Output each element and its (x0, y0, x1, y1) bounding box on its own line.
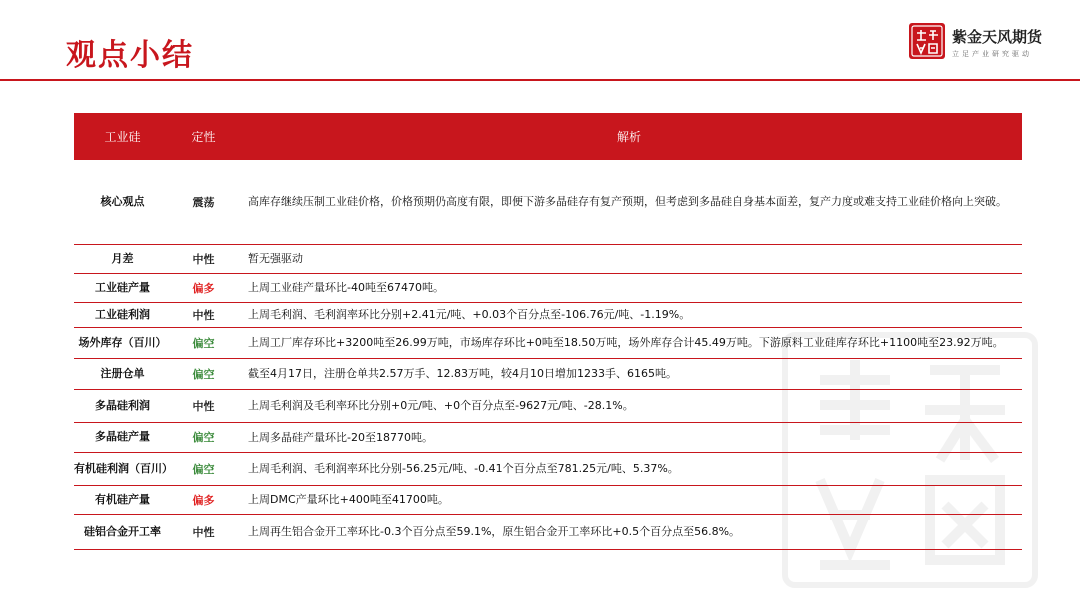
row-stance: 中性 (171, 244, 236, 273)
table-row (74, 273, 1022, 302)
row-item: 多晶硅利润 (74, 389, 171, 422)
row-item: 注册仓单 (74, 358, 171, 389)
row-item: 硅铝合金开工率 (74, 514, 171, 549)
row-stance: 震荡 (171, 160, 236, 244)
row-item: 月差 (74, 244, 171, 273)
summary-table (74, 113, 1022, 550)
row-item: 多晶硅产量 (74, 422, 171, 452)
table-row (74, 160, 1022, 244)
row-analysis: 上周DMC产量环比+400吨至41700吨。 (236, 485, 1022, 514)
company-name: 紫金天风期货 (952, 28, 1043, 46)
row-analysis: 暂无强驱动 (236, 244, 1022, 273)
page-title: 观点小结 (66, 38, 194, 73)
row-analysis: 上周毛利润及毛利率环比分别+0元/吨、+0个百分点至-9627元/吨、-28.1%。 (236, 389, 1022, 422)
row-stance: 中性 (171, 514, 236, 549)
row-item: 场外库存（百川） (74, 327, 171, 358)
row-item: 核心观点 (74, 160, 171, 244)
row-analysis: 上周工厂库存环比+3200吨至26.99万吨，市场库存环比+0吨至18.50万吨，场外库存合计45.49万吨。下游原料工业硅库存环比+1100吨至23.92万吨。 (236, 327, 1022, 358)
column-header-analysis: 解析 (236, 113, 1022, 160)
company-logo (908, 22, 1048, 66)
row-stance: 偏多 (171, 485, 236, 514)
table-row (74, 422, 1022, 452)
row-stance: 偏空 (171, 422, 236, 452)
row-analysis: 上周再生铝合金开工率环比-0.3个百分点至59.1%，原生铝合金开工率环比+0.5个百分点至56.8%。 (236, 514, 1022, 549)
row-stance: 偏空 (171, 358, 236, 389)
row-analysis: 高库存继续压制工业硅价格，价格预期仍高度有限，即便下游多晶硅存有复产预期，但考虑到多晶硅自身基本面差，复产力度或难支持工业硅价格向上突破。 (236, 160, 1022, 244)
table-row (74, 389, 1022, 422)
row-item: 工业硅利润 (74, 302, 171, 327)
column-header-stance: 定性 (171, 113, 236, 160)
company-slogan: 立足产业研究驱动 (952, 50, 1032, 58)
column-header-item: 工业硅 (74, 113, 171, 160)
table-row (74, 302, 1022, 327)
row-item: 有机硅产量 (74, 485, 171, 514)
row-stance: 偏多 (171, 273, 236, 302)
row-stance: 中性 (171, 302, 236, 327)
row-stance: 中性 (171, 389, 236, 422)
row-analysis: 上周工业硅产量环比-40吨至67470吨。 (236, 273, 1022, 302)
table-row (74, 327, 1022, 358)
header-divider (0, 79, 1080, 81)
row-item: 工业硅产量 (74, 273, 171, 302)
row-item: 有机硅利润（百川） (74, 452, 171, 485)
row-stance: 偏空 (171, 327, 236, 358)
row-analysis: 上周毛利润、毛利润率环比分别+2.41元/吨、+0.03个百分点至-106.76元/吨、-1.19%。 (236, 302, 1022, 327)
table-header-row (74, 113, 1022, 160)
table-row (74, 358, 1022, 389)
table-row (74, 244, 1022, 273)
row-analysis: 上周毛利润、毛利润率环比分别-56.25元/吨、-0.41个百分点至781.25元/吨、5.37%。 (236, 452, 1022, 485)
row-stance: 偏空 (171, 452, 236, 485)
row-analysis: 截至4月17日，注册仓单共2.57万手、12.83万吨，较4月10日增加1233手、6165吨。 (236, 358, 1022, 389)
table-row (74, 452, 1022, 485)
table-row (74, 514, 1022, 549)
row-analysis: 上周多晶硅产量环比-20至18770吨。 (236, 422, 1022, 452)
seal-logo-icon (908, 22, 946, 60)
table-row (74, 485, 1022, 514)
